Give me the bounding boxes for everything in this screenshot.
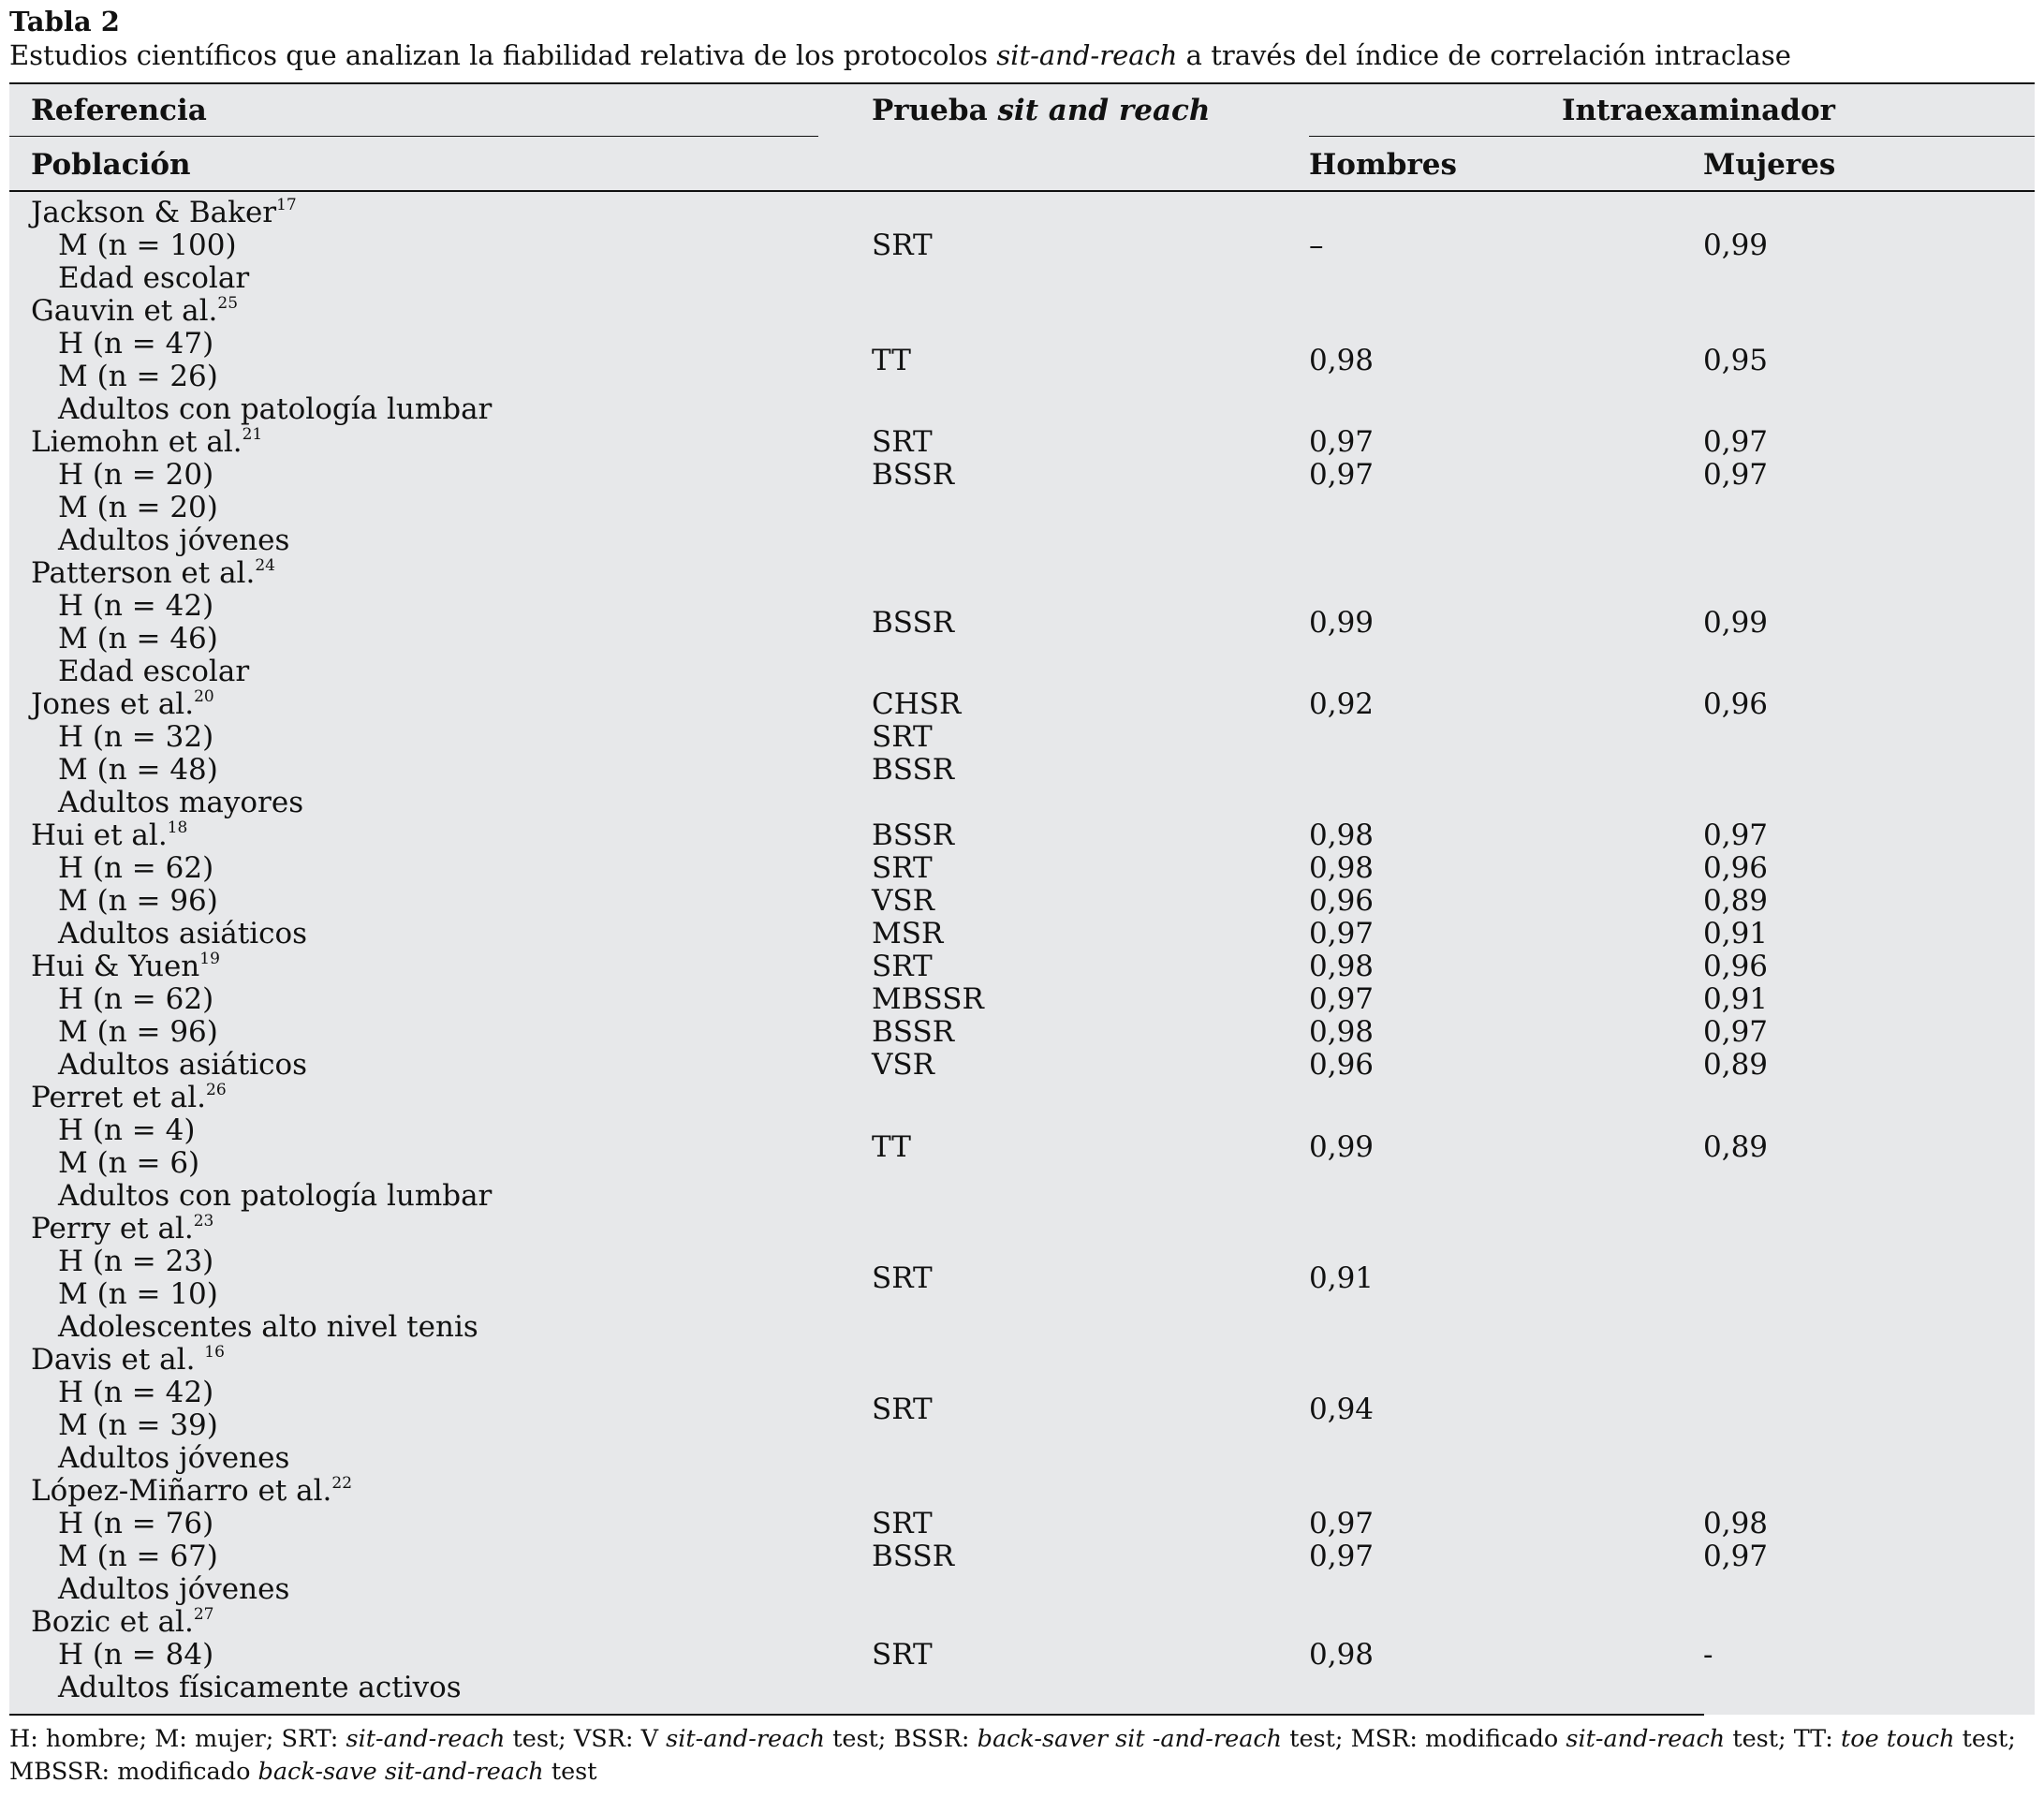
mujeres-value: 0,89 <box>1703 884 1769 918</box>
hombres-value: 0,94 <box>1309 1392 1375 1426</box>
footnote-segment: sit-and-reach <box>666 1725 826 1753</box>
population-line: Adolescentes alto nivel tenis <box>58 1310 478 1344</box>
test-value: SRT <box>872 851 933 885</box>
test-value: MSR <box>872 917 944 951</box>
test-value: SRT <box>872 228 933 262</box>
caption-text-italic: sit-and-reach <box>996 39 1178 71</box>
reference-citation-number: 18 <box>167 818 188 837</box>
reference-author: Jones et al. <box>31 687 195 721</box>
reference-name <box>0 1213 478 1245</box>
reference-name <box>0 951 307 983</box>
footnote-segment: test; VSR: V <box>505 1725 667 1753</box>
reference-name <box>0 295 492 328</box>
hombres-cell <box>1309 1393 1374 1426</box>
hombres-cell <box>1309 819 1374 951</box>
hombres-cell <box>1309 1262 1374 1295</box>
population-line: M (n = 67) <box>58 1540 218 1573</box>
table-row <box>0 1606 2044 1704</box>
population-line: H (n = 62) <box>58 982 214 1016</box>
hombres-value: 0,91 <box>1309 1260 1375 1295</box>
reference-population-cell <box>0 688 303 819</box>
hombres-cell <box>1309 1131 1374 1164</box>
population-line: Adultos con patología lumbar <box>58 392 493 426</box>
table-bottom-rule <box>9 1714 1704 1716</box>
population-line: Adultos asiáticos <box>58 1048 308 1082</box>
reference-author: Gauvin et al. <box>31 294 218 328</box>
hombres-value: 0,96 <box>1309 884 1375 918</box>
test-cell <box>872 229 933 262</box>
mujeres-value: 0,97 <box>1703 425 1769 459</box>
mujeres-value: 0,99 <box>1703 228 1769 262</box>
hombres-value: 0,98 <box>1309 1015 1375 1049</box>
hombres-value: 0,98 <box>1309 851 1375 885</box>
reference-name <box>0 197 297 229</box>
test-cell <box>872 607 954 640</box>
test-value: BSSR <box>872 753 955 787</box>
population-line: M (n = 100) <box>58 228 237 262</box>
footnote-segment: test; BSSR: <box>825 1725 978 1753</box>
table-row <box>0 1344 2044 1475</box>
population-line: M (n = 20) <box>58 491 218 524</box>
reference-population-cell <box>0 426 289 557</box>
test-cell <box>872 819 954 951</box>
reference-name <box>0 1475 352 1508</box>
mujeres-value: 0,97 <box>1703 1015 1769 1049</box>
mujeres-value: 0,89 <box>1703 1129 1769 1164</box>
test-value: SRT <box>872 1638 933 1672</box>
population-line: Edad escolar <box>58 655 250 688</box>
hombres-value: 0,99 <box>1309 605 1375 640</box>
test-value: BSSR <box>872 1540 955 1573</box>
test-cell <box>872 1131 911 1164</box>
population-line: H (n = 23) <box>58 1245 214 1278</box>
population-line: M (n = 10) <box>58 1277 218 1311</box>
test-cell <box>872 1393 933 1426</box>
table-row <box>0 557 2044 688</box>
mujeres-value: 0,96 <box>1703 950 1769 983</box>
population-line: Adultos jóvenes <box>58 523 290 557</box>
footnote-segment: sit-and-reach <box>346 1725 506 1753</box>
hombres-value: 0,92 <box>1309 687 1375 721</box>
mujeres-value: 0,89 <box>1703 1048 1769 1082</box>
footnote-segment: test; TT: <box>1725 1725 1841 1753</box>
hombres-value: 0,97 <box>1309 1507 1375 1540</box>
reference-population-cell <box>0 295 492 426</box>
hombres-cell <box>1309 607 1374 640</box>
mujeres-value: 0,95 <box>1703 343 1769 377</box>
population-line: M (n = 96) <box>58 884 218 918</box>
reference-author: Perret et al. <box>31 1081 207 1114</box>
hombres-value: 0,99 <box>1309 1129 1375 1164</box>
test-value: MBSSR <box>872 982 984 1016</box>
mujeres-cell <box>1703 1508 1768 1573</box>
reference-population-cell <box>0 557 275 688</box>
test-value: SRT <box>872 950 933 983</box>
reference-citation-number: 23 <box>193 1212 214 1231</box>
table-caption <box>9 39 1791 71</box>
reference-citation-number: 26 <box>206 1081 227 1099</box>
reference-name <box>0 1606 462 1639</box>
test-value: BSSR <box>872 605 955 640</box>
test-value: SRT <box>872 1260 933 1295</box>
mujeres-cell <box>1703 607 1768 640</box>
hombres-value: 0,97 <box>1309 1540 1375 1573</box>
footnote-segment: toe touch <box>1840 1725 1955 1753</box>
mujeres-value: 0,98 <box>1703 1507 1769 1540</box>
mujeres-value: 0,97 <box>1703 458 1769 492</box>
population-line: Edad escolar <box>58 261 250 295</box>
mujeres-value: 0,99 <box>1703 605 1769 640</box>
mujeres-value: 0,91 <box>1703 917 1769 951</box>
reference-citation-number: 19 <box>199 950 220 968</box>
mujeres-value: 0,96 <box>1703 851 1769 885</box>
reference-population-cell <box>0 819 307 951</box>
reference-citation-number: 20 <box>194 687 214 706</box>
population-line: H (n = 76) <box>58 1507 214 1540</box>
header-mujeres: Mujeres <box>1703 148 1836 182</box>
mujeres-cell <box>1703 819 1768 951</box>
reference-citation-number: 24 <box>255 556 275 575</box>
population-line: H (n = 47) <box>58 327 214 361</box>
mujeres-value: 0,96 <box>1703 687 1769 721</box>
reference-name <box>0 1082 492 1114</box>
header-intraexaminador: Intraexaminador <box>1562 94 1835 127</box>
footnote-segment: test; MBSSR: modificado <box>9 1725 2016 1786</box>
population-line: Adultos físicamente activos <box>58 1671 462 1704</box>
reference-author: Davis et al. <box>31 1343 205 1377</box>
mujeres-value: 0,97 <box>1703 1540 1769 1573</box>
population-line: H (n = 62) <box>58 851 214 885</box>
header-prueba <box>872 94 1210 127</box>
population-line: Adultos con patología lumbar <box>58 1179 493 1213</box>
reference-name <box>0 688 303 721</box>
reference-author: Hui & Yuen <box>31 950 200 983</box>
table-row <box>0 1213 2044 1344</box>
reference-name <box>0 557 275 590</box>
population-line: M (n = 26) <box>58 360 218 393</box>
test-cell <box>872 345 911 377</box>
test-value: SRT <box>872 720 933 754</box>
population-line: M (n = 6) <box>58 1146 200 1180</box>
hombres-value: 0,98 <box>1309 950 1375 983</box>
mujeres-value: - <box>1703 1638 1713 1672</box>
hombres-value: – <box>1309 228 1324 262</box>
hombres-value: 0,96 <box>1309 1048 1375 1082</box>
test-cell <box>872 951 984 1082</box>
test-value: BSSR <box>872 458 955 492</box>
population-line: M (n = 48) <box>58 753 218 787</box>
reference-population-cell <box>0 1475 352 1606</box>
population-line: H (n = 20) <box>58 458 214 492</box>
table-row <box>0 426 2044 557</box>
table-label: Tabla 2 <box>9 6 120 37</box>
hombres-value: 0,97 <box>1309 917 1375 951</box>
mujeres-value: 0,97 <box>1703 818 1769 852</box>
reference-author: Bozic et al. <box>31 1605 194 1639</box>
reference-population-cell <box>0 1606 462 1704</box>
hombres-cell <box>1309 1508 1374 1573</box>
population-line: M (n = 39) <box>58 1408 218 1442</box>
test-cell <box>872 688 961 787</box>
hombres-cell <box>1309 426 1374 492</box>
reference-name <box>0 426 289 459</box>
footnote-segment: back-saver sit -and-reach <box>977 1725 1283 1753</box>
hombres-value: 0,98 <box>1309 818 1375 852</box>
mujeres-value: 0,91 <box>1703 982 1769 1016</box>
header-hombres: Hombres <box>1309 148 1457 182</box>
hombres-cell <box>1309 1639 1374 1672</box>
header-referencia: Referencia <box>31 94 207 127</box>
reference-citation-number: 21 <box>242 425 263 444</box>
population-line: H (n = 84) <box>58 1638 214 1672</box>
population-line: H (n = 4) <box>58 1113 196 1147</box>
test-value: TT <box>872 343 911 377</box>
reference-author: López-Miñarro et al. <box>31 1474 332 1508</box>
test-value: SRT <box>872 425 933 459</box>
hombres-value: 0,97 <box>1309 425 1375 459</box>
reference-population-cell <box>0 1344 289 1475</box>
mujeres-cell <box>1703 1131 1768 1164</box>
table-row <box>0 688 2044 819</box>
reference-author: Perry et al. <box>31 1212 194 1245</box>
test-value: VSR <box>872 1048 934 1082</box>
hombres-cell <box>1309 229 1324 262</box>
test-value: BSSR <box>872 818 955 852</box>
hombres-value: 0,98 <box>1309 343 1375 377</box>
test-value: SRT <box>872 1392 933 1426</box>
test-cell <box>872 1508 954 1573</box>
test-value: TT <box>872 1129 911 1164</box>
table-row <box>0 197 2044 295</box>
hombres-value: 0,98 <box>1309 1638 1375 1672</box>
caption-text-start: Estudios científicos que analizan la fiabilidad relativa de los protocolos <box>9 39 997 71</box>
footnote-segment: test; MSR: modificado <box>1282 1725 1566 1753</box>
population-line: Adultos jóvenes <box>58 1572 290 1606</box>
footnote-segment: back-save sit-and-reach <box>257 1758 544 1786</box>
population-line: Adultos jóvenes <box>58 1441 290 1475</box>
hombres-value: 0,97 <box>1309 458 1375 492</box>
reference-author: Liemohn et al. <box>31 425 243 459</box>
test-value: CHSR <box>872 687 962 721</box>
mujeres-cell <box>1703 951 1768 1082</box>
test-value: VSR <box>872 884 934 918</box>
table-row <box>0 1475 2044 1606</box>
referencia-underline <box>9 136 818 137</box>
hombres-cell <box>1309 951 1374 1082</box>
reference-author: Hui et al. <box>31 818 168 852</box>
footnote-segment: test <box>543 1758 597 1786</box>
population-line: Adultos asiáticos <box>58 917 308 951</box>
population-line: Adultos mayores <box>58 786 304 819</box>
population-line: H (n = 32) <box>58 720 214 754</box>
reference-author: Jackson & Baker <box>31 196 277 229</box>
reference-name <box>0 819 307 852</box>
table-row <box>0 819 2044 951</box>
hombres-cell <box>1309 688 1374 721</box>
reference-citation-number: 27 <box>193 1605 214 1624</box>
reference-citation-number: 17 <box>276 196 297 214</box>
reference-population-cell <box>0 197 297 295</box>
reference-citation-number: 16 <box>204 1343 225 1362</box>
reference-name <box>0 1344 289 1377</box>
header-prueba-text: Prueba <box>872 94 998 127</box>
mujeres-cell <box>1703 229 1768 262</box>
population-line: H (n = 42) <box>58 589 214 623</box>
population-line: M (n = 46) <box>58 622 218 656</box>
intraexaminador-underline <box>1309 136 2035 137</box>
mujeres-cell <box>1703 345 1768 377</box>
header-poblacion: Población <box>31 148 191 182</box>
header-prueba-italic: sit and reach <box>997 94 1211 127</box>
table-top-rule <box>9 82 2035 84</box>
table-row <box>0 951 2044 1082</box>
footnote-segment: H: hombre; M: mujer; SRT: <box>9 1725 346 1753</box>
table-row <box>0 1082 2044 1213</box>
test-cell <box>872 426 954 492</box>
reference-population-cell <box>0 1082 492 1213</box>
population-line: H (n = 42) <box>58 1376 214 1409</box>
header-bottom-rule <box>9 190 2035 192</box>
mujeres-cell <box>1703 1639 1713 1672</box>
reference-citation-number: 22 <box>331 1474 353 1493</box>
reference-author: Patterson et al. <box>31 556 256 590</box>
population-line: M (n = 96) <box>58 1015 218 1049</box>
table-row <box>0 295 2044 426</box>
hombres-value: 0,97 <box>1309 982 1375 1016</box>
hombres-cell <box>1309 345 1374 377</box>
test-cell <box>872 1262 933 1295</box>
test-value: SRT <box>872 1507 933 1540</box>
reference-population-cell <box>0 1213 478 1344</box>
table-footnote <box>9 1723 2035 1789</box>
reference-citation-number: 25 <box>217 294 239 313</box>
test-value: BSSR <box>872 1015 955 1049</box>
mujeres-cell <box>1703 426 1768 492</box>
mujeres-cell <box>1703 688 1768 721</box>
footnote-segment: sit-and-reach <box>1566 1725 1726 1753</box>
caption-text-end: a través del índice de correlación intraclase <box>1177 39 1791 71</box>
reference-population-cell <box>0 951 307 1082</box>
test-cell <box>872 1639 933 1672</box>
